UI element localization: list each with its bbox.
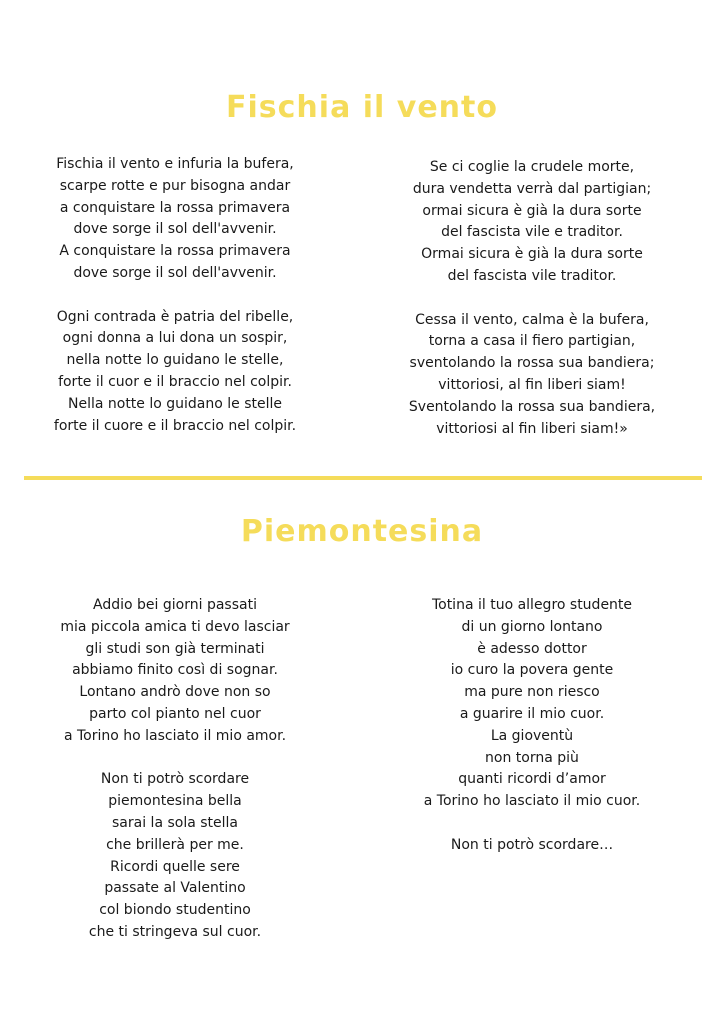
- stanza: [376, 595, 688, 813]
- stanza: [376, 310, 688, 441]
- lyrics-column-left-song2: [20, 595, 330, 966]
- lyrics-column-left-song1: [20, 154, 330, 459]
- lyrics-column-right-song1: [376, 157, 688, 462]
- stanza: [20, 307, 330, 438]
- lyric-line: Non ti potrò scordare: [100, 771, 250, 788]
- stanza: [376, 157, 688, 288]
- lyric-line: La gioventù: [490, 727, 574, 744]
- lyric-line: è adesso dottor: [477, 640, 587, 657]
- lyric-line: vittoriosi al fin liberi siam!»: [436, 420, 628, 437]
- lyric-line: Cessa il vento, calma è la bufera,: [415, 311, 649, 328]
- lyric-line: di un giorno lontano: [461, 618, 603, 635]
- lyric-line: che ti stringeva sul cuor.: [88, 923, 262, 940]
- lyric-line: Ricordi quelle sere: [110, 858, 240, 875]
- lyric-line: dove sorge il sol dell'avvenir.: [73, 264, 277, 281]
- lyric-line: ma pure non riesco: [464, 684, 600, 701]
- lyric-line: Lontano andrò dove non so: [79, 684, 271, 701]
- lyric-line: forte il cuor e il braccio nel colpir.: [58, 373, 292, 390]
- lyric-line: forte il cuore e il braccio nel colpir.: [53, 417, 297, 434]
- lyric-line: nella notte lo guidano le stelle,: [66, 352, 284, 369]
- lyric-line: col biondo studentino: [99, 902, 251, 919]
- song-title-piemontesina: Piemontesina: [240, 514, 484, 549]
- lyric-line: dove sorge il sol dell'avvenir.: [73, 221, 277, 238]
- lyric-line: piemontesina bella: [108, 793, 242, 810]
- lyric-line: ogni donna a lui dona un sospir,: [62, 330, 288, 347]
- lyric-line: abbiamo finito così di sognar.: [72, 662, 278, 679]
- lyric-line: vittoriosi, al fin liberi siam!: [438, 376, 626, 393]
- lyric-line: ormai sicura è già la dura sorte: [422, 202, 642, 219]
- lyric-line: Nella notte lo guidano le stelle: [67, 395, 283, 412]
- lyric-line: Ormai sicura è già la dura sorte: [421, 246, 643, 263]
- lyric-line: Sventolando la rossa sua bandiera,: [408, 398, 656, 415]
- lyric-line: Totina il tuo allegro studente: [431, 597, 633, 613]
- lyrics-column-right-song2: [376, 595, 688, 878]
- lyric-line: gli studi son già terminati: [85, 640, 265, 657]
- lyric-line: a Torino ho lasciato il mio cuor.: [423, 793, 641, 810]
- section-divider: [24, 476, 702, 480]
- lyric-line: quanti ricordi d’amor: [458, 771, 606, 788]
- lyric-line: io curo la povera gente: [450, 662, 614, 679]
- lyric-line: torna a casa il fiero partigian,: [428, 333, 636, 350]
- lyric-line: che brillerà per me.: [106, 836, 244, 853]
- lyric-line: A conquistare la rossa primavera: [59, 243, 291, 260]
- lyric-line: Ogni contrada è patria del ribelle,: [56, 308, 294, 325]
- stanza: [20, 595, 330, 748]
- lyric-line: del fascista vile traditor.: [447, 267, 617, 284]
- lyric-line: sventolando la rossa sua bandiera;: [409, 355, 655, 372]
- stanza: [20, 154, 330, 285]
- lyric-line: dura vendetta verrà dal partigian;: [412, 180, 652, 197]
- lyric-line: parto col pianto nel cuor: [89, 705, 261, 722]
- lyric-line: a guarire il mio cuor.: [459, 705, 605, 722]
- lyric-line: a conquistare la rossa primavera: [59, 199, 291, 216]
- song-title-fischia-il-vento: Fischia il vento: [226, 90, 498, 125]
- stanza: [20, 769, 330, 943]
- lyric-line: scarpe rotte e pur bisogna andar: [59, 177, 291, 194]
- lyric-line: a Torino ho lasciato il mio amor.: [63, 727, 287, 744]
- lyric-line: del fascista vile e traditor.: [441, 224, 623, 241]
- lyric-line: non torna più: [485, 749, 579, 766]
- lyric-line: Fischia il vento e infuria la bufera,: [56, 156, 294, 172]
- lyric-line: passate al Valentino: [104, 880, 246, 897]
- lyric-line: Se ci coglie la crudele morte,: [429, 159, 635, 175]
- lyric-line: mia piccola amica ti devo lasciar: [60, 618, 290, 635]
- lyric-line: sarai la sola stella: [112, 814, 238, 831]
- lyric-line: Non ti potrò scordare…: [450, 836, 614, 853]
- stanza: [376, 835, 688, 857]
- lyric-line: Addio bei giorni passati: [93, 597, 257, 613]
